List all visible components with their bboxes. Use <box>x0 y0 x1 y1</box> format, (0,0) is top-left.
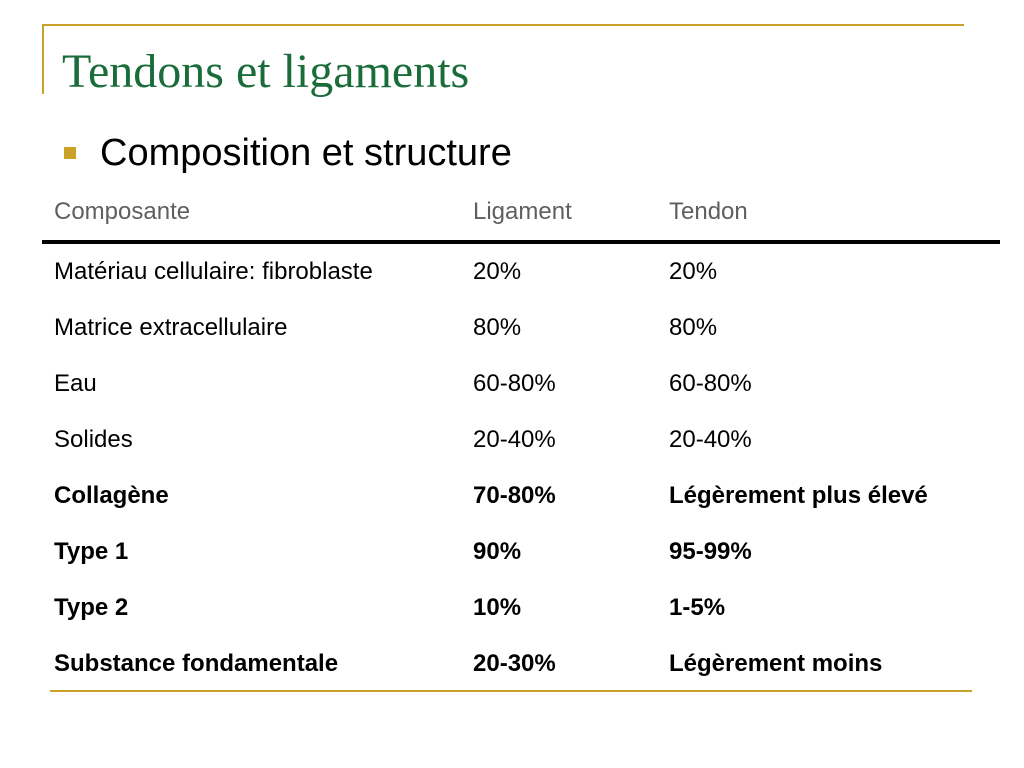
cell-composante: Substance fondamentale <box>54 650 339 677</box>
table-row <box>42 580 1000 636</box>
cell-tendon: 95-99% <box>669 538 752 565</box>
table-bottom-rule <box>50 690 972 692</box>
bullet-item <box>64 128 512 178</box>
cell-ligament: 20% <box>473 258 522 285</box>
bullet-text: Composition et structure <box>100 131 512 174</box>
cell-composante: Matrice extracellulaire <box>54 314 288 341</box>
cell-ligament: 20-30% <box>473 650 556 677</box>
cell-composante: Eau <box>54 370 97 397</box>
table-row <box>42 412 1000 468</box>
cell-ligament: 90% <box>473 538 522 565</box>
cell-tendon: 1-5% <box>669 594 726 621</box>
table-row <box>42 356 1000 412</box>
table-row <box>42 636 1000 692</box>
table-row <box>42 524 1000 580</box>
slide-frame-left-line <box>42 24 44 94</box>
cell-tendon: 80% <box>669 314 718 341</box>
cell-tendon: 20% <box>669 258 718 285</box>
cell-ligament: 20-40% <box>473 426 556 453</box>
cell-composante: Matériau cellulaire: fibroblaste <box>54 258 373 285</box>
cell-composante: Type 1 <box>54 538 129 565</box>
cell-tendon: Légèrement moins <box>669 650 883 677</box>
cell-composante: Solides <box>54 426 133 453</box>
table-row <box>42 244 1000 300</box>
cell-ligament: 10% <box>473 594 522 621</box>
table-row <box>42 300 1000 356</box>
cell-tendon: Légèrement plus élevé <box>669 482 928 509</box>
slide-title: Tendons et ligaments <box>62 45 470 98</box>
header-ligament: Ligament <box>473 198 572 225</box>
slide-frame-top-line <box>42 24 964 26</box>
cell-tendon: 60-80% <box>669 370 752 397</box>
header-tendon: Tendon <box>669 198 748 225</box>
header-composante: Composante <box>54 198 191 225</box>
cell-ligament: 80% <box>473 314 522 341</box>
cell-tendon: 20-40% <box>669 426 752 453</box>
bullet-square-icon <box>64 147 76 159</box>
cell-ligament: 70-80% <box>473 482 556 509</box>
cell-ligament: 60-80% <box>473 370 556 397</box>
table-row <box>42 468 1000 524</box>
cell-composante: Type 2 <box>54 594 129 621</box>
composition-table <box>42 184 1000 692</box>
table-header-row <box>42 184 1000 240</box>
cell-composante: Collagène <box>54 482 169 509</box>
